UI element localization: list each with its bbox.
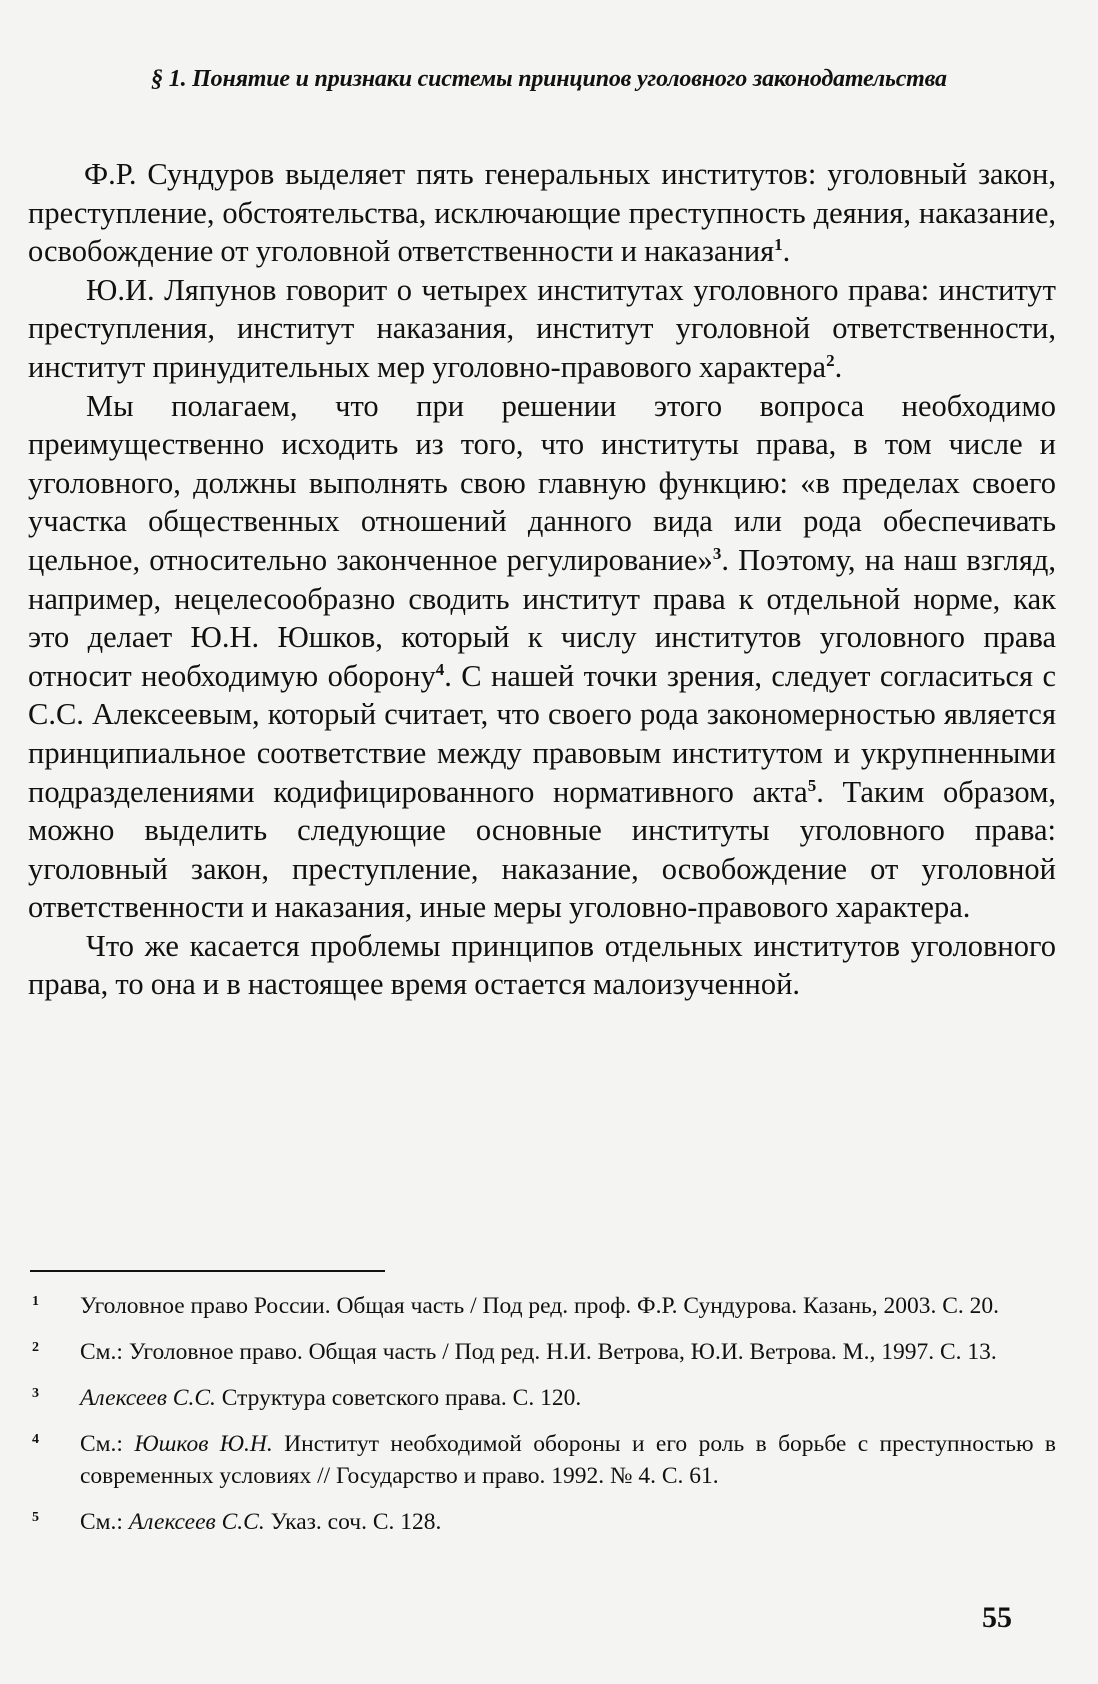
footnote-number: 1 — [32, 1294, 39, 1309]
footnote — [28, 1428, 1056, 1492]
footnote-ref-5[interactable]: 5 — [807, 775, 817, 795]
paragraph-4-text: Что же касается проблемы принципов отдельных институтов уголовного права, то она и в настоящее время остается малоизученной. — [28, 928, 1056, 1002]
footnote-number: 4 — [32, 1432, 39, 1447]
footnote — [28, 1336, 1056, 1368]
paragraph-3-text-b: . Поэтому, на наш взгляд, например, нецелесообразно сводить институт права к отдельной норме, как это делает Ю.Н. Юшков, который к числу институтов уголовного права относит необходимую оборону — [28, 542, 1057, 693]
footnote-author: Алексеев С.С. — [128, 1509, 265, 1535]
paragraph-2-end: . — [834, 349, 843, 384]
footnote-number: 5 — [32, 1510, 39, 1525]
footnote-number: 3 — [32, 1386, 39, 1401]
page-number: 55 — [982, 1601, 1012, 1634]
main-text — [28, 155, 1056, 1004]
paragraph-3-text-d: . Таким образом, можно выделить следующие основные институты уголовного права: уголовный закон, преступление, наказание, освобождение от уголовной ответственности и наказания, иные меры уголовно-правового характера. — [28, 774, 1057, 925]
footnote-text: Указ. соч. С. 128. — [264, 1509, 442, 1535]
paragraph-4 — [28, 927, 1056, 1004]
footnote-separator — [30, 1270, 385, 1272]
footnote-ref-3[interactable]: 3 — [712, 543, 722, 563]
paragraph-1-end: . — [782, 234, 791, 269]
running-header: § 1. Понятие и признаки системы принципов уголовного законодательства — [151, 66, 947, 92]
footnote — [28, 1382, 1056, 1414]
footnote-text: См.: Уголовное право. Общая часть / Под ред. Н.И. Ветрова, Ю.И. Ветрова. М., 1997. С. 13. — [80, 1339, 997, 1365]
footnote-ref-4[interactable]: 4 — [435, 659, 445, 679]
footnote-author: Юшков Ю.Н. — [134, 1431, 273, 1457]
footnote-ref-1[interactable]: 1 — [774, 235, 783, 255]
footnote-prefix: См.: — [80, 1431, 135, 1457]
paragraph-2 — [28, 271, 1056, 387]
footnote-text: Уголовное право России. Общая часть / Под ред. проф. Ф.Р. Сундурова. Казань, 2003. С. 20. — [80, 1293, 1000, 1319]
footnote-number: 2 — [32, 1340, 39, 1355]
footnote-text: Институт необходимой обороны и его роль в борьбе с преступностью в современных условиях // Государство и право. 1992. № 4. С. 61. — [80, 1431, 1056, 1489]
footnote-text: Структура советского права. С. 120. — [215, 1385, 582, 1411]
footnote-prefix: См.: — [80, 1509, 129, 1535]
footnote — [28, 1506, 1056, 1538]
footnote-ref-2[interactable]: 2 — [826, 350, 835, 370]
paragraph-2-text: Ю.И. Ляпунов говорит о четырех институтах уголовного права: институт преступления, институт наказания, институт уголовной ответственности, институт принудительных мер уголовно-правового характера — [28, 272, 1056, 384]
paragraph-3-text-c: . С нашей точки зрения, следует согласиться с С.С. Алексеевым, который считает, что своего рода закономерностью является принципиальное соответствие между правовым институтом и укрупненными подразделениями кодифицированного нормативного акта — [28, 658, 1057, 809]
footnotes — [28, 1290, 1056, 1552]
footnote-author: Алексеев С.С. — [80, 1385, 216, 1411]
paragraph-1 — [28, 155, 1056, 271]
footnote — [28, 1290, 1056, 1322]
paragraph-3 — [28, 387, 1056, 927]
paragraph-3-text-a: Мы полагаем, что при решении этого вопроса необходимо преимущественно исходить из того, что институты права, в том числе и уголовного, должны выполнять свою главную функцию: «в пределах своего участка общественных отношений данного вида или рода обеспечивать цельное, относительно законченное регулирование» — [28, 388, 1056, 577]
paragraph-1-text: Ф.Р. Сундуров выделяет пять генеральных институтов: уголовный закон, преступление, обстоятельства, исключающие преступность деяния, наказание, освобождение от уголовной ответственности и наказания — [28, 157, 1056, 269]
